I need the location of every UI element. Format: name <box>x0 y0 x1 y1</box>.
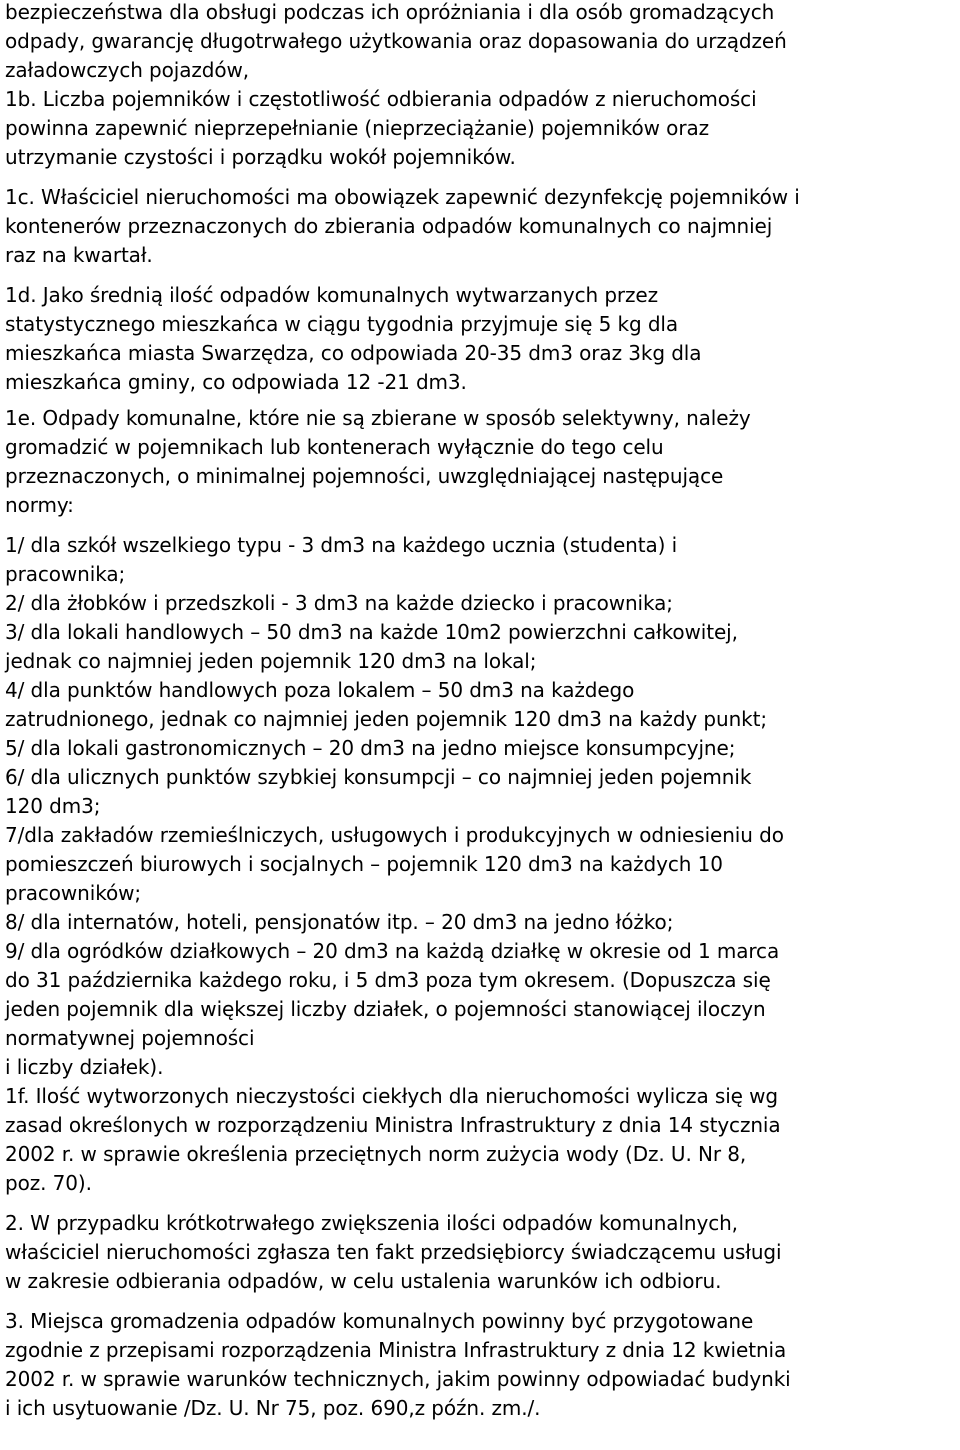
text-line: 3. Miejsca gromadzenia odpadów komunalnych powinny być przygotowane <box>5 1309 754 1333</box>
text-line: mieszkańca gminy, co odpowiada 12 -21 dm3. <box>5 370 467 394</box>
text-line: 2. W przypadku krótkotrwałego zwiększenia ilości odpadów komunalnych, <box>5 1211 738 1235</box>
list-item: 4/ dla punktów handlowych poza lokalem – 50 dm3 na każdego <box>5 678 635 702</box>
text-line: zgodnie z przepisami rozporządzenia Ministra Infrastruktury z dnia 12 kwietnia <box>5 1338 787 1362</box>
text-line: załadowczych pojazdów, <box>5 58 250 82</box>
text-line: 2002 r. w sprawie określenia przeciętnych norm zużycia wody (Dz. U. Nr 8, <box>5 1142 747 1166</box>
list-item: normatywnej pojemności <box>5 1026 255 1050</box>
text-line: normy: <box>5 493 74 517</box>
list-item: jednak co najmniej jeden pojemnik 120 dm3 na lokal; <box>5 649 537 673</box>
text-line: przeznaczonych, o minimalnej pojemności, uwzględniającej następujące <box>5 464 724 488</box>
list-item: do 31 października każdego roku, i 5 dm3 poza tym okresem. (Dopuszcza się <box>5 968 771 992</box>
text-line: 2002 r. w sprawie warunków technicznych, jakim powinny odpowiadać budynki <box>5 1367 791 1391</box>
text-line: raz na kwartał. <box>5 243 153 267</box>
list-item: i liczby działek). <box>5 1055 164 1079</box>
text-line: statystycznego mieszkańca w ciągu tygodnia przyjmuje się 5 kg dla <box>5 312 679 336</box>
paragraph-1f <box>5 1082 960 1198</box>
list-item: 7/dla zakładów rzemieślniczych, usługowych i produkcyjnych w odniesieniu do <box>5 823 784 847</box>
list-item: jeden pojemnik dla większej liczby działek, o pojemności stanowiącej iloczyn <box>5 997 766 1021</box>
text-line: właściciel nieruchomości zgłasza ten fakt przedsiębiorcy świadczącemu usługi <box>5 1240 782 1264</box>
text-line: gromadzić w pojemnikach lub kontenerach wyłącznie do tego celu <box>5 435 664 459</box>
paragraph-2 <box>5 1209 960 1296</box>
text-line: kontenerów przeznaczonych do zbierania odpadów komunalnych co najmniej <box>5 214 773 238</box>
text-line: bezpieczeństwa dla obsługi podczas ich opróżniania i dla osób gromadzących <box>5 0 775 24</box>
paragraph-1c <box>5 183 960 270</box>
list-item: pomieszczeń biurowych i socjalnych – pojemnik 120 dm3 na każdych 10 <box>5 852 723 876</box>
list-item: 8/ dla internatów, hoteli, pensjonatów itp. – 20 dm3 na jedno łóżko; <box>5 910 674 934</box>
paragraph-intro <box>5 0 960 85</box>
list-item: 2/ dla żłobków i przedszkoli - 3 dm3 na każde dziecko i pracownika; <box>5 591 673 615</box>
text-line: utrzymanie czystości i porządku wokół pojemników. <box>5 145 516 169</box>
list-item: 120 dm3; <box>5 794 101 818</box>
list-item: pracownika; <box>5 562 126 586</box>
text-line: poz. 70). <box>5 1171 92 1195</box>
norms-list <box>5 531 960 1082</box>
text-line: 1c. Właściciel nieruchomości ma obowiązek zapewnić dezynfekcję pojemników i <box>5 185 800 209</box>
text-line: 1d. Jako średnią ilość odpadów komunalnych wytwarzanych przez <box>5 283 659 307</box>
list-item: zatrudnionego, jednak co najmniej jeden pojemnik 120 dm3 na każdy punkt; <box>5 707 768 731</box>
list-item: 3/ dla lokali handlowych – 50 dm3 na każde 10m2 powierzchni całkowitej, <box>5 620 738 644</box>
paragraph-1e <box>5 404 960 520</box>
text-line: 1e. Odpady komunalne, które nie są zbierane w sposób selektywny, należy <box>5 406 751 430</box>
paragraph-1b <box>5 85 960 172</box>
text-line: mieszkańca miasta Swarzędza, co odpowiada 20-35 dm3 oraz 3kg dla <box>5 341 702 365</box>
text-line: w zakresie odbierania odpadów, w celu ustalenia warunków ich odbioru. <box>5 1269 722 1293</box>
paragraph-1d <box>5 281 960 397</box>
list-item: 6/ dla ulicznych punktów szybkiej konsumpcji – co najmniej jeden pojemnik <box>5 765 752 789</box>
list-item: 9/ dla ogródków działkowych – 20 dm3 na każdą działkę w okresie od 1 marca <box>5 939 780 963</box>
text-line: odpady, gwarancję długotrwałego użytkowania oraz dopasowania do urządzeń <box>5 29 787 53</box>
text-line: i ich usytuowanie /Dz. U. Nr 75, poz. 690,z późn. zm./. <box>5 1396 541 1420</box>
list-item: pracowników; <box>5 881 141 905</box>
list-item: 5/ dla lokali gastronomicznych – 20 dm3 na jedno miejsce konsumpcyjne; <box>5 736 736 760</box>
list-item: 1/ dla szkół wszelkiego typu - 3 dm3 na każdego ucznia (studenta) i <box>5 533 678 557</box>
text-line: powinna zapewnić nieprzepełnianie (nieprzeciążanie) pojemników oraz <box>5 116 709 140</box>
paragraph-3 <box>5 1307 960 1423</box>
text-line: zasad określonych w rozporządzeniu Ministra Infrastruktury z dnia 14 stycznia <box>5 1113 781 1137</box>
text-line: 1f. Ilość wytworzonych nieczystości ciekłych dla nieruchomości wylicza się wg <box>5 1084 778 1108</box>
text-line: 1b. Liczba pojemników i częstotliwość odbierania odpadów z nieruchomości <box>5 87 757 111</box>
